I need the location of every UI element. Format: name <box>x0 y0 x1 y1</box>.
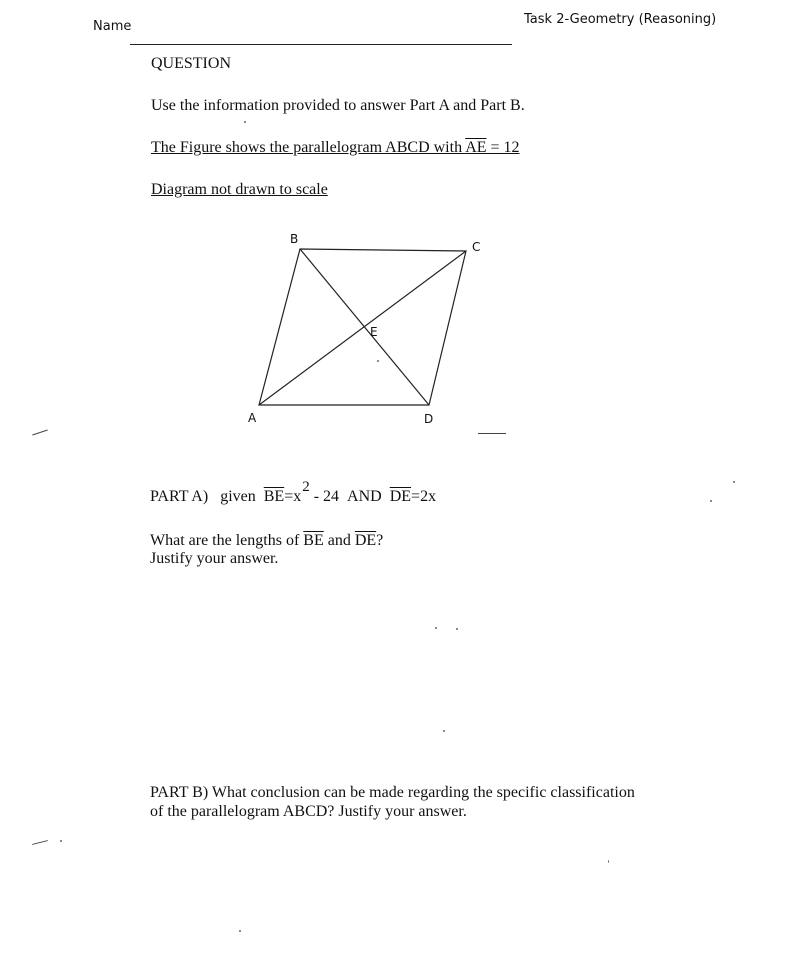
scan-speck <box>710 500 712 502</box>
vertex-d-label: D <box>424 412 434 426</box>
question-suffix: ? <box>376 532 384 549</box>
question-and: and <box>323 532 355 549</box>
equals-sign: = <box>284 488 294 505</box>
part-a-given <box>150 479 437 506</box>
segment-be: $\overline{BE}$ <box>263 488 285 505</box>
name-label: Name <box>93 19 132 34</box>
part-b-question <box>150 783 635 821</box>
exponent: 2 <box>302 479 310 495</box>
scan-mark <box>32 430 48 436</box>
scan-speck <box>608 860 609 863</box>
minus-term: - 24 <box>309 488 340 505</box>
vertex-c-label: C <box>472 240 481 254</box>
part-a-question-line <box>150 532 383 550</box>
part-a-question <box>150 532 383 568</box>
vertex-a-label: A <box>248 411 257 425</box>
scan-mark <box>478 433 506 434</box>
figure-statement-prefix: The Figure shows the parallelogram ABCD with <box>151 139 466 156</box>
segment-de: $\overline{DE}$ <box>389 488 412 505</box>
scan-speck <box>244 121 246 123</box>
figure-statement <box>151 139 520 157</box>
question-segment-de: $\overline{DE}$ <box>354 532 377 549</box>
part-b-line-1: PART B) What conclusion can be made regarding the specific classification <box>150 784 635 801</box>
scan-speck <box>443 730 445 732</box>
given-word: given <box>220 488 256 505</box>
intersection-e-label: E <box>370 325 378 339</box>
segment-ae: AE <box>465 139 487 156</box>
scan-speck <box>239 930 241 932</box>
question-prefix: What are the lengths of <box>150 532 304 549</box>
scan-speck <box>456 628 458 630</box>
scan-mark <box>32 840 48 845</box>
justify-text: Justify your answer. <box>150 550 279 567</box>
scan-speck <box>435 627 437 629</box>
task-title: Task 2-Geometry (Reasoning) <box>524 12 717 27</box>
part-b-line-2: of the parallelogram ABCD? Justify your answer. <box>150 803 467 820</box>
scan-speck <box>733 481 735 483</box>
scan-speck <box>60 840 62 842</box>
rhs-2x: 2x <box>420 488 437 505</box>
and-word: AND <box>347 488 382 505</box>
scan-speck <box>377 360 379 362</box>
part-a-label: PART A) <box>150 488 209 505</box>
equals-sign: = <box>411 488 421 505</box>
variable-x: x <box>293 488 302 505</box>
parallelogram-figure <box>230 225 500 435</box>
instruction-text: Use the information provided to answer Part A and Part B. <box>151 97 525 114</box>
question-heading: QUESTION <box>151 55 231 72</box>
figure-statement-suffix: = 12 <box>486 139 520 156</box>
vertex-b-label: B <box>290 232 299 246</box>
question-segment-be: $\overline{BE}$ <box>303 532 324 549</box>
scale-note: Diagram not drawn to scale <box>151 181 328 198</box>
name-blank-line <box>130 44 512 45</box>
